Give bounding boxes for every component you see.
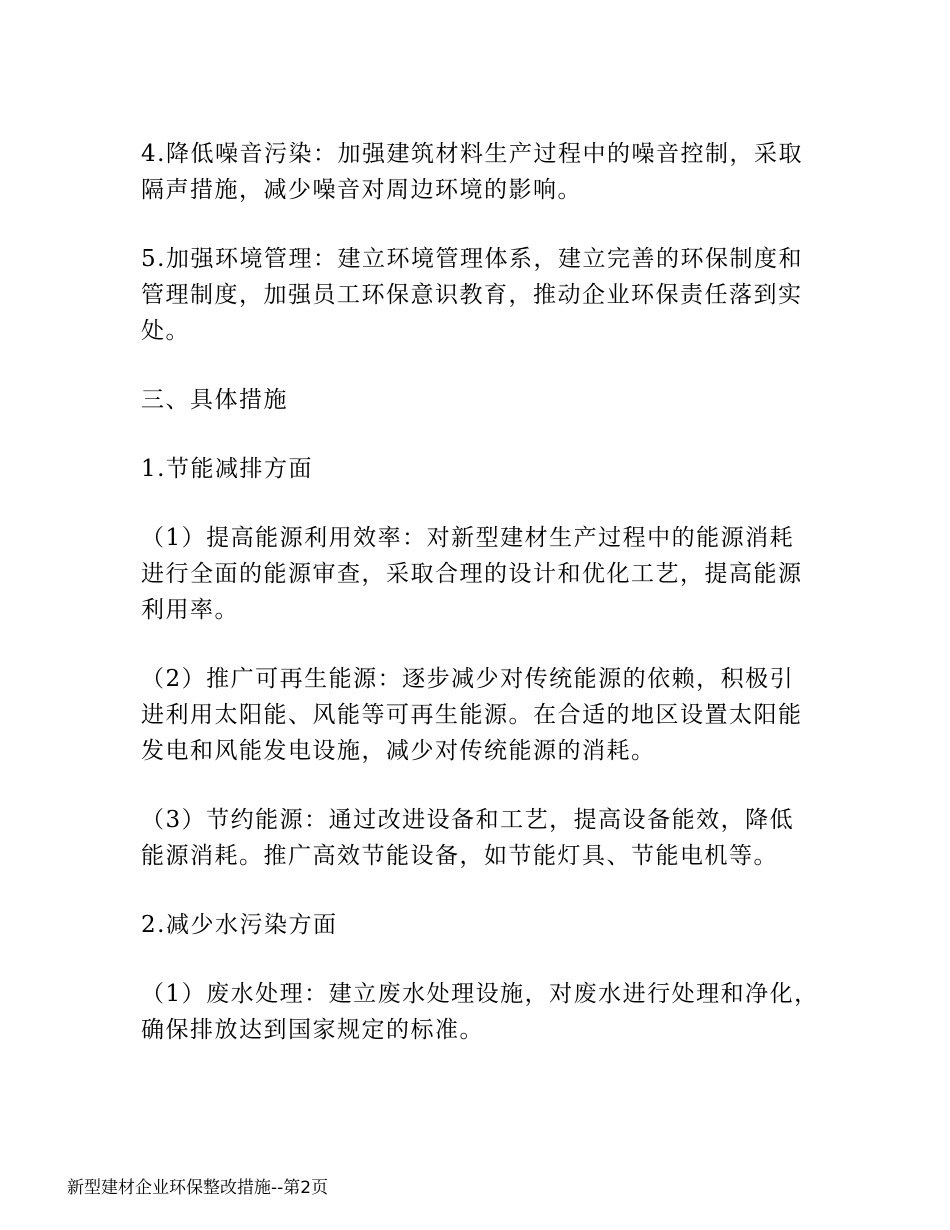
paragraph-line: 管理制度，加强员工环保意识教育，推动企业环保责任落到实: [141, 282, 803, 308]
document-body: [141, 136, 821, 1081]
paragraph-line: 利用率。: [141, 597, 239, 623]
paragraph-renewable-energy: [141, 661, 821, 769]
paragraph-line: 4.降低噪音污染：加强建筑材料生产过程中的噪音控制，采取: [141, 141, 803, 167]
paragraph-environment-management: [141, 241, 821, 349]
paragraph-line: 隔声措施，减少噪音对周边环境的影响。: [141, 177, 582, 203]
paragraph-reduce-noise: [141, 136, 821, 208]
paragraph-energy-efficiency: [141, 520, 821, 628]
subsection-heading-energy-saving: 1.节能减排方面: [141, 456, 313, 482]
paragraph-line: 能源消耗。推广高效节能设备，如节能灯具、节能电机等。: [141, 843, 778, 869]
paragraph-save-energy: [141, 802, 821, 874]
paragraph-line: （1）废水处理：建立废水处理设施，对废水进行处理和净化，: [141, 981, 819, 1007]
paragraph-wastewater-treatment: [141, 976, 821, 1048]
paragraph-line: 发电和风能发电设施，减少对传统能源的消耗。: [141, 738, 656, 764]
paragraph-line: 确保排放达到国家规定的标准。: [141, 1017, 484, 1043]
paragraph-line: 进行全面的能源审查，采取合理的设计和优化工艺，提高能源: [141, 561, 803, 587]
paragraph-line: 处。: [141, 318, 190, 344]
section-heading-specific-measures: 三、具体措施: [141, 387, 288, 413]
paragraph-line: 进利用太阳能、风能等可再生能源。在合适的地区设置太阳能: [141, 702, 803, 728]
paragraph-line: （1）提高能源利用效率：对新型建材生产过程中的能源消耗: [141, 525, 795, 551]
paragraph-line: （2）推广可再生能源：逐步减少对传统能源的依赖，积极引: [141, 666, 795, 692]
paragraph-line: （3）节约能源：通过改进设备和工艺，提高设备能效，降低: [141, 807, 795, 833]
subsection-heading-water-pollution: 2.减少水污染方面: [141, 912, 338, 938]
page-footer: 新型建材企业环保整改措施--第2页: [67, 1178, 329, 1198]
paragraph-line: 5.加强环境管理：建立环境管理体系，建立完善的环保制度和: [141, 246, 803, 272]
